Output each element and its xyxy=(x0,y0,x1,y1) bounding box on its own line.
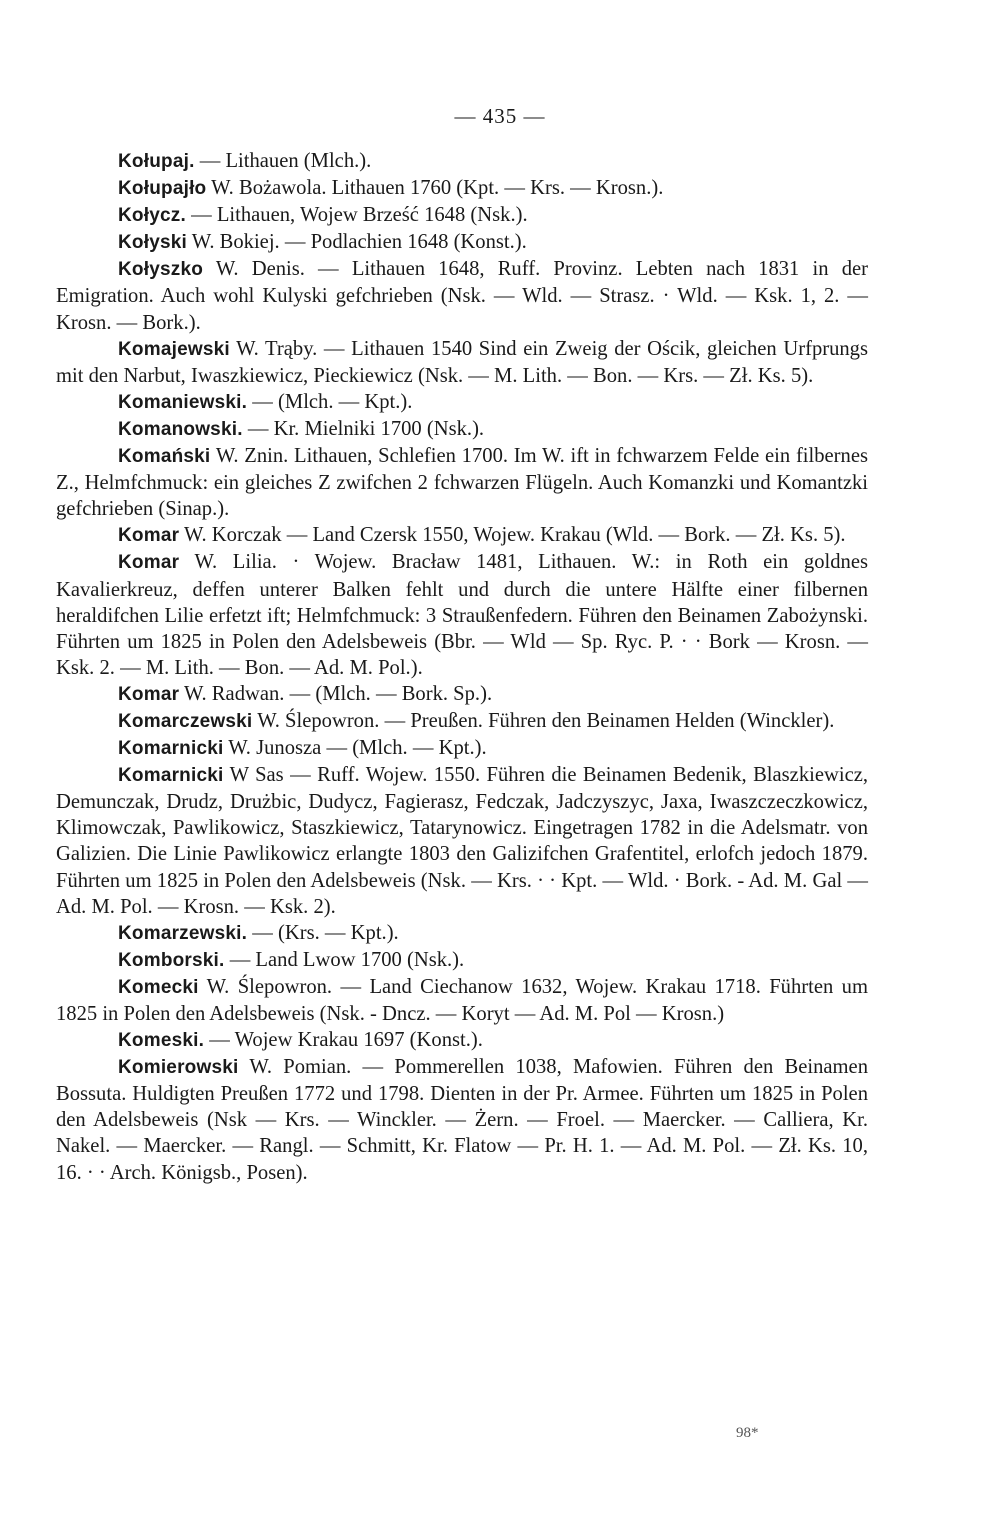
entry-text: W. Lilia. · Wojew. Bracław 1481, Lithauen. W.: in Roth ein goldnes Kavalierkreuz, deffen unterer Balken fehlt und durch die untere Hälfte einer filbernen heraldifchen Lilie erfetzt ift; Helmfchmuck: 3 Straußenfedern. Führen den Beinamen Zabożynski. Führten um 1825 in Polen den Adelsbeweis (Bbr. — Wld — Sp. Ryc. P. · · Bork — Krosn. — Ksk. 2. — M. Lith. — Bon. — Ad. M. Pol.). xyxy=(56,551,868,679)
entry-head: Komarzewski. xyxy=(118,922,248,944)
entry xyxy=(56,1027,868,1054)
entry-head: Komajewski xyxy=(118,338,230,360)
entry xyxy=(56,1054,868,1185)
entry-text: W. Bożawola. Lithauen 1760 (Kpt. — Krs. — Krosn.). xyxy=(211,177,664,200)
signature-mark: 98* xyxy=(736,1425,759,1441)
entry-text: — Wojew Krakau 1697 (Konst.). xyxy=(209,1029,483,1052)
entry-text: — (Krs. — Kpt.). xyxy=(252,921,399,944)
entry xyxy=(56,389,868,416)
entry xyxy=(56,920,868,947)
entry-head: Kołycz. xyxy=(118,205,186,227)
entry-head: Komar xyxy=(118,525,180,547)
entry-text: W Sas — Ruff. Wojew. 1550. Führen die Beinamen Bedenik, Blaszkiewicz, Demunczak, Drudz, Drużbic, Dudycz, Fagierasz, Fedczak, Jadczyszyc, Jaxa, Iwaszczeczkowicz, Klimowczak, Pawlikowicz, Staszkiewicz, Tatarynowicz. Eingetragen 1782 in die Adelsmatr. von Galizien. Die Linie Pawlikowicz erlangte 1803 den Galizifchen Grafentitel, erlofch jedoch 1879. Führten um 1825 in Polen den Adelsbeweis (Nsk. — Krs. · · Kpt. — Wld. · Bork. - Ad. M. Gal — Ad. M. Pol. — Krosn. — Ksk. 2). xyxy=(56,764,869,918)
entry xyxy=(56,735,868,762)
entry-head: Komar xyxy=(118,552,180,574)
entry-head: Komarnicki xyxy=(118,738,224,760)
entry-head: Komierowski xyxy=(118,1057,239,1079)
entry-head: Komanowski. xyxy=(118,418,243,440)
entry-head: Kołupajło xyxy=(118,178,207,200)
entry-text: — Land Lwow 1700 (Nsk.). xyxy=(229,948,465,971)
entry-text: W. Trąby. — Lithauen 1540 Sind ein Zweig der Ościk, gleichen Urfprungs mit den Narbut, Iwaszkiewicz, Pieckiewicz (Nsk. — M. Lith. — Bon. — Krs. — Zł. Ks. 5). xyxy=(56,337,868,387)
entry-text: W. Ślepowron. — Land Ciechanow 1632, Wojew. Krakau 1718. Führten um 1825 in Polen den Adelsbeweis (Nsk. - Dncz. — Koryt — Ad. M. Pol — Krosn.) xyxy=(56,975,868,1025)
entry xyxy=(56,947,868,974)
entry xyxy=(56,522,868,549)
entry-text: W. Korczak — Land Czersk 1550, Wojew. Krakau (Wld. — Bork. — Zł. Ks. 5). xyxy=(183,524,846,547)
entry-text: W. Denis. — Lithauen 1648, Ruff. Provinz. Lebten nach 1831 in der Emigration. Auch wohl Kulyski gefchrieben (Nsk. — Wld. — Strasz. · Wld. — Ksk. 1, 2. — Krosn. — Bork.). xyxy=(56,258,869,334)
entry-text: W. Ślepowron. — Preußen. Führen den Beinamen Helden (Winckler). xyxy=(257,709,835,732)
entry-text: — (Mlch. — Kpt.). xyxy=(252,390,413,413)
entry xyxy=(56,256,868,335)
entry-text: W. Bokiej. — Podlachien 1648 (Konst.). xyxy=(191,231,527,254)
entry-head: Komarczewski xyxy=(118,710,253,732)
entries-list xyxy=(56,148,868,1186)
entry xyxy=(56,175,868,202)
entry xyxy=(56,416,868,443)
entry-head: Komborski. xyxy=(118,949,225,971)
entry xyxy=(56,202,868,229)
entry-head: Komarnicki xyxy=(118,765,224,787)
entry xyxy=(56,549,868,680)
entry-text: W. Radwan. — (Mlch. — Bork. Sp.). xyxy=(183,682,493,705)
entry xyxy=(56,762,868,920)
entry xyxy=(56,336,868,389)
entry xyxy=(56,443,868,522)
entry-head: Komański xyxy=(118,446,211,468)
entry-text: W. Pomian. — Pommerellen 1038, Mafowien. Führen den Beinamen Bossuta. Huldigten Preußen 1772 und 1798. Dienten in der Pr. Armee. Führten um 1825 in Polen den Adelsbeweis (Nsk — Krs. — Winckler. — Żern. — Froel. — Maercker. — Calliera, Kr. Nakel. — Maercker. — Rangl. — Schmitt, Kr. Flatow — Pr. H. 1. — Ad. M. Pol. — Zł. Ks. 10, 16. · · Arch. Königsb., Posen). xyxy=(56,1056,868,1184)
entry-head: Komar xyxy=(118,683,180,705)
entry-head: Kołyski xyxy=(118,232,187,254)
entry-head: Komaniewski. xyxy=(118,391,248,413)
entry xyxy=(56,681,868,708)
entry xyxy=(56,148,868,175)
entry-text: W. Junosza — (Mlch. — Kpt.). xyxy=(228,737,487,760)
entry xyxy=(56,974,868,1027)
entry-text: — Lithauen, Wojew Brześć 1648 (Nsk.). xyxy=(191,204,528,227)
entry-head: Kołyszko xyxy=(118,259,204,281)
entry-head: Komecki xyxy=(118,976,199,998)
entry-text: W. Znin. Lithauen, Schlefien 1700. Im W. ift in fchwarzem Felde ein filbernes Z., Helmfchmuck: ein gleiches Z zwifchen 2 fchwarzen Flügeln. Auch Komanzki und Komantzki gefchrieben (Sinap.). xyxy=(56,445,868,521)
entry-text: — Lithauen (Mlch.). xyxy=(199,150,372,172)
entry-text: — Kr. Mielniki 1700 (Nsk.). xyxy=(247,417,485,440)
page-number: — 435 — xyxy=(454,104,546,128)
entry xyxy=(56,708,868,735)
entry xyxy=(56,229,868,256)
entry-head: Komeski. xyxy=(118,1030,205,1052)
entry-head: Kołupaj. xyxy=(118,151,195,172)
